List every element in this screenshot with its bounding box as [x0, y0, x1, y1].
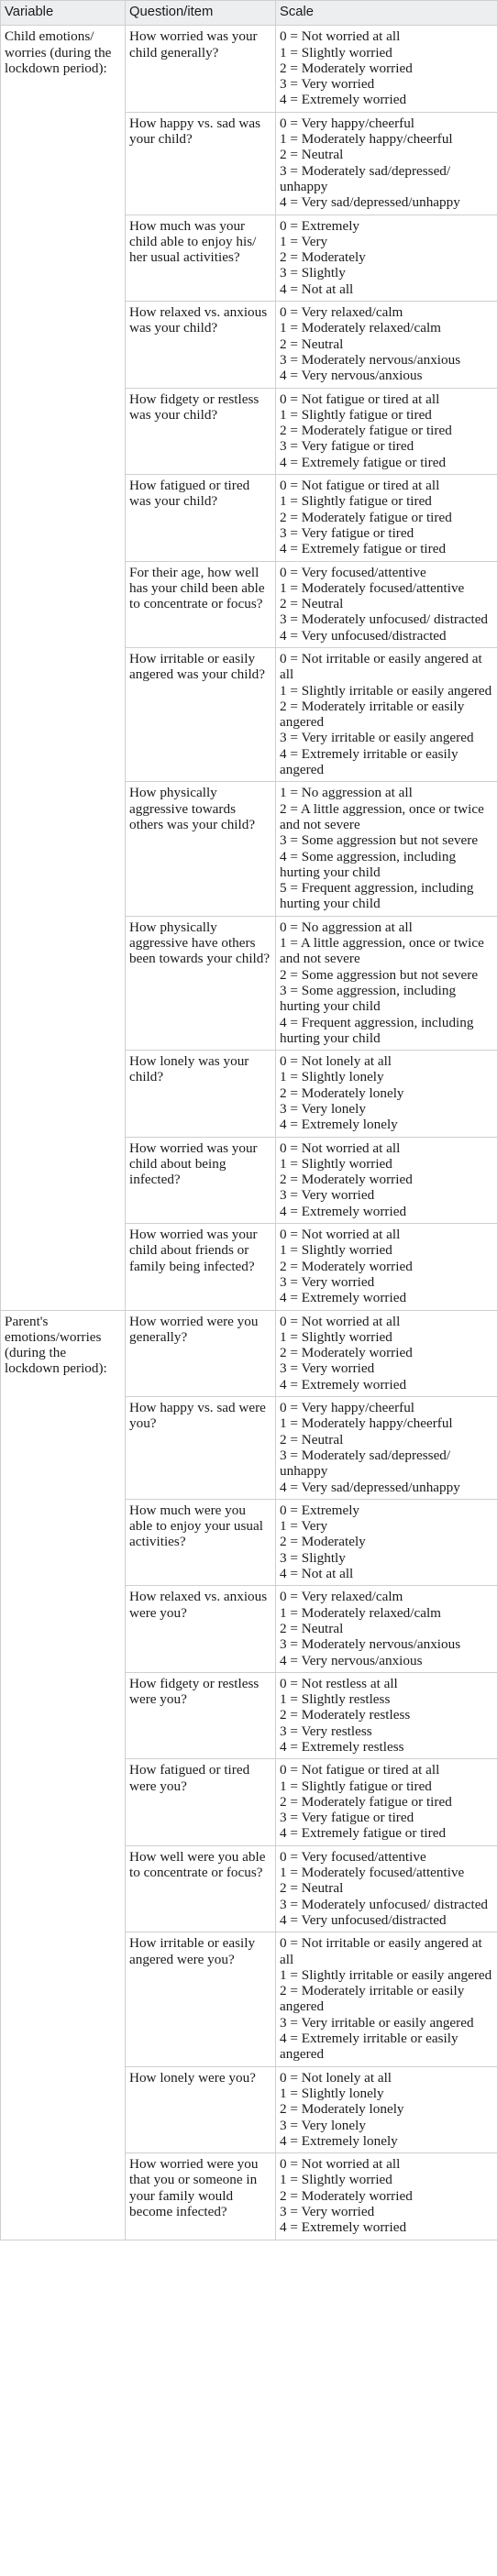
- question-cell: How much were you able to enjoy your usual activities?: [126, 1499, 276, 1585]
- scale-option: 3 = Some aggression, including hurting your child: [280, 982, 457, 1015]
- scale-option: 4 = Extremely restless: [280, 1738, 404, 1755]
- scale-option: 2 = Moderately: [280, 249, 366, 266]
- table-header: [1, 1, 497, 26]
- scale-option: 4 = Very nervous/anxious: [280, 368, 423, 384]
- scale-option: 2 = Neutral: [280, 1620, 344, 1636]
- scale-option: 3 = Moderately sad/depressed/ unhappy: [280, 1447, 451, 1480]
- scale-option: 0 = Not irritable or easily angered at all: [280, 650, 482, 683]
- scale-cell: [276, 1224, 497, 1310]
- scale-option: 5 = Frequent aggression, including hurting your child: [280, 880, 474, 912]
- scale-option: 1 = Moderately happy/cheerful: [280, 131, 453, 148]
- scale-cell: [276, 1310, 497, 1396]
- scale-option: 1 = Moderately relaxed/calm: [280, 320, 441, 336]
- question-cell: How worried were you that you or someone in your family would become infected?: [126, 2153, 276, 2240]
- scale-option: 0 = Very focused/attentive: [280, 564, 426, 580]
- scale-option: 0 = Not fatigue or tired at all: [280, 478, 440, 494]
- scale-cell: [276, 302, 497, 388]
- scale-option: 1 = Moderately focused/attentive: [280, 1865, 465, 1881]
- scale-option: 0 = Not lonely at all: [280, 1053, 392, 1070]
- scale-option: 4 = Very unfocused/distracted: [280, 1911, 447, 1928]
- question-cell: How lonely were you?: [126, 2066, 276, 2152]
- question-cell: How much was your child able to enjoy his/ her usual activities?: [126, 215, 276, 301]
- scale-cell: [276, 215, 497, 301]
- scale-option: 4 = Extremely worried: [280, 1290, 407, 1306]
- scale-option: 4 = Extremely irritable or easily angered: [280, 2031, 458, 2063]
- scale-option: 2 = Moderately irritable or easily angered: [280, 698, 465, 731]
- header-question-item: Question/item: [126, 1, 276, 26]
- scale-option: 0 = Not lonely at all: [280, 2069, 392, 2086]
- scale-option: 4 = Not at all: [280, 281, 354, 297]
- scale-option: 2 = Some aggression but not severe: [280, 966, 479, 983]
- scale-cell: [276, 2153, 497, 2240]
- header-scale: Scale: [276, 1, 497, 26]
- scale-option: 0 = Not worried at all: [280, 1313, 401, 1329]
- scale-option: 4 = Extremely worried: [280, 92, 407, 108]
- scale-option: 3 = Very irritable or easily angered: [280, 2014, 474, 2031]
- scale-option: 0 = Not restless at all: [280, 1675, 398, 1691]
- scale-option: 3 = Very irritable or easily angered: [280, 730, 474, 746]
- variable-cell: Child emotions/ worries (during the lockdown period):: [1, 26, 126, 1310]
- scale-option: 2 = Neutral: [280, 336, 344, 352]
- scale-option: 2 = Moderately lonely: [280, 1084, 404, 1101]
- scale-option: 3 = Slightly: [280, 1549, 346, 1566]
- scale-option: 1 = Very: [280, 1518, 328, 1535]
- question-cell: How irritable or easily angered was your child?: [126, 647, 276, 781]
- scale-option: 3 = Very lonely: [280, 1101, 366, 1117]
- header-variable: Variable: [1, 1, 126, 26]
- scale-option: 1 = Slightly restless: [280, 1691, 391, 1708]
- scale-option: 4 = Very nervous/anxious: [280, 1652, 423, 1668]
- scale-option: 3 = Moderately unfocused/ distracted: [280, 1896, 489, 1912]
- scale-option: 4 = Extremely worried: [280, 1203, 407, 1219]
- scale-cell: [276, 26, 497, 112]
- scale-cell: [276, 388, 497, 474]
- question-cell: How well were you able to concentrate or focus?: [126, 1845, 276, 1932]
- scale-option: 2 = Moderately fatigue or tired: [280, 1793, 452, 1810]
- scale-option: 0 = Very focused/attentive: [280, 1848, 426, 1865]
- scale-option: 3 = Very restless: [280, 1723, 372, 1739]
- scale-option: 0 = Very relaxed/calm: [280, 304, 403, 321]
- scale-option: 1 = Slightly fatigue or tired: [280, 406, 432, 423]
- scale-cell: [276, 782, 497, 916]
- scale-option: 2 = A little aggression, once or twice and not severe: [280, 800, 484, 832]
- question-cell: How happy vs. sad was your child?: [126, 112, 276, 215]
- scale-cell: [276, 561, 497, 647]
- scale-option: 2 = Moderately fatigue or tired: [280, 509, 452, 525]
- scale-option: 3 = Very worried: [280, 1273, 375, 1290]
- scale-option: 0 = Not worried at all: [280, 1227, 401, 1243]
- scale-option: 4 = Very sad/depressed/unhappy: [280, 1479, 460, 1495]
- scale-option: 4 = Extremely fatigue or tired: [280, 1825, 447, 1842]
- question-cell: How worried were you generally?: [126, 1310, 276, 1396]
- scale-option: 3 = Very worried: [280, 76, 375, 93]
- question-cell: How lonely was your child?: [126, 1051, 276, 1137]
- scale-option: 4 = Extremely lonely: [280, 1117, 398, 1133]
- scale-cell: [276, 1845, 497, 1932]
- scale-option: 3 = Moderately unfocused/ distracted: [280, 611, 489, 628]
- question-cell: How relaxed vs. anxious was your child?: [126, 302, 276, 388]
- scale-option: 2 = Moderately irritable or easily angered: [280, 1983, 465, 2015]
- scale-option: 3 = Very worried: [280, 1187, 375, 1204]
- scale-option: 1 = Slightly worried: [280, 1328, 392, 1345]
- scale-option: 3 = Some aggression but not severe: [280, 832, 479, 849]
- scale-option: 4 = Extremely irritable or easily angered: [280, 745, 458, 778]
- question-cell: How worried was your child about friends or family being infected?: [126, 1224, 276, 1310]
- scale-option: 2 = Moderately worried: [280, 1258, 413, 1274]
- scale-option: 0 = Not fatigue or tired at all: [280, 391, 440, 407]
- scale-option: 3 = Moderately sad/depressed/ unhappy: [280, 162, 451, 194]
- scale-option: 2 = Moderately worried: [280, 2187, 413, 2204]
- scale-option: 0 = Not worried at all: [280, 2156, 401, 2173]
- scale-cell: [276, 1397, 497, 1500]
- scale-cell: [276, 1932, 497, 2066]
- scale-option: 1 = Slightly irritable or easily angered: [280, 682, 492, 699]
- scale-option: 0 = Not irritable or easily angered at all: [280, 1935, 482, 1967]
- question-cell: How fidgety or restless were you?: [126, 1672, 276, 1758]
- scale-option: 0 = Not worried at all: [280, 28, 401, 45]
- scale-cell: [276, 1137, 497, 1223]
- variable-cell: Parent's emotions/worries (during the lockdown period):: [1, 1310, 126, 2240]
- scale-option: 1 = Slightly fatigue or tired: [280, 493, 432, 510]
- scale-option: 0 = Very happy/cheerful: [280, 1400, 415, 1416]
- scale-option: 4 = Not at all: [280, 1566, 354, 1582]
- scale-option: 1 = Slightly worried: [280, 44, 392, 61]
- scale-option: 1 = Slightly worried: [280, 1242, 392, 1259]
- scale-option: 1 = No aggression at all: [280, 785, 413, 801]
- scale-cell: [276, 2066, 497, 2152]
- scale-option: 0 = Very happy/cheerful: [280, 115, 415, 131]
- scale-option: 2 = Moderately worried: [280, 60, 413, 76]
- scale-option: 1 = Slightly fatigue or tired: [280, 1778, 432, 1794]
- scale-option: 2 = Moderately restless: [280, 1707, 411, 1723]
- question-cell: How worried was your child about being infected?: [126, 1137, 276, 1223]
- question-cell: How fatigued or tired were you?: [126, 1759, 276, 1845]
- scale-cell: [276, 1672, 497, 1758]
- header-row: [1, 1, 497, 26]
- scale-cell: [276, 1499, 497, 1585]
- scale-option: 3 = Moderately nervous/anxious: [280, 1636, 461, 1653]
- scale-option: 1 = Moderately focused/attentive: [280, 579, 465, 596]
- question-cell: How physically aggressive have others been towards your child?: [126, 916, 276, 1050]
- scale-option: 0 = Not worried at all: [280, 1139, 401, 1156]
- scale-option: 1 = Slightly lonely: [280, 1069, 384, 1085]
- question-cell: For their age, how well has your child been able to concentrate or focus?: [126, 561, 276, 647]
- scale-option: 3 = Slightly: [280, 265, 346, 281]
- scale-option: 4 = Extremely worried: [280, 1376, 407, 1393]
- scale-option: 2 = Neutral: [280, 596, 344, 612]
- scale-option: 4 = Some aggression, including hurting your child: [280, 848, 457, 880]
- scale-option: 0 = No aggression at all: [280, 919, 413, 935]
- question-cell: How happy vs. sad were you?: [126, 1397, 276, 1500]
- scale-cell: [276, 1759, 497, 1845]
- scale-option: 0 = Extremely: [280, 1502, 360, 1518]
- scale-option: 1 = Slightly worried: [280, 1155, 392, 1172]
- scale-option: 4 = Very unfocused/distracted: [280, 627, 447, 644]
- scale-option: 2 = Moderately lonely: [280, 2101, 404, 2118]
- scale-option: 3 = Very lonely: [280, 2117, 366, 2133]
- scale-option: 2 = Neutral: [280, 1431, 344, 1448]
- question-cell: How fidgety or restless was your child?: [126, 388, 276, 474]
- scale-option: 1 = Moderately relaxed/calm: [280, 1604, 441, 1621]
- scale-option: 2 = Moderately: [280, 1534, 366, 1550]
- scale-option: 2 = Moderately worried: [280, 1345, 413, 1361]
- table-row: [1, 1310, 497, 1396]
- question-cell: How relaxed vs. anxious were you?: [126, 1586, 276, 1672]
- scale-option: 4 = Frequent aggression, including hurting your child: [280, 1014, 474, 1046]
- table-body: [1, 26, 497, 2240]
- scale-cell: [276, 916, 497, 1050]
- scale-option: 4 = Very sad/depressed/unhappy: [280, 194, 460, 211]
- scale-cell: [276, 1051, 497, 1137]
- scale-option: 1 = Slightly worried: [280, 2172, 392, 2188]
- question-cell: How fatigued or tired was your child?: [126, 475, 276, 561]
- scale-option: 1 = Slightly irritable or easily angered: [280, 1966, 492, 1983]
- scale-option: 2 = Moderately worried: [280, 1172, 413, 1188]
- scale-option: 0 = Not fatigue or tired at all: [280, 1762, 440, 1778]
- scale-option: 1 = A little aggression, once or twice and not severe: [280, 935, 484, 967]
- scale-option: 3 = Very fatigue or tired: [280, 438, 414, 455]
- scale-cell: [276, 1586, 497, 1672]
- scale-option: 3 = Very worried: [280, 1360, 375, 1377]
- question-cell: How worried was your child generally?: [126, 26, 276, 112]
- scale-option: 0 = Very relaxed/calm: [280, 1589, 403, 1605]
- scale-option: 1 = Slightly lonely: [280, 2085, 384, 2101]
- scale-option: 4 = Extremely lonely: [280, 2132, 398, 2149]
- scale-option: 4 = Extremely fatigue or tired: [280, 541, 447, 557]
- scale-option: 1 = Moderately happy/cheerful: [280, 1415, 453, 1432]
- scale-option: 3 = Very fatigue or tired: [280, 1810, 414, 1826]
- table-row: [1, 26, 497, 112]
- scale-option: 1 = Very: [280, 233, 328, 249]
- scale-option: 2 = Neutral: [280, 147, 344, 163]
- scale-option: 2 = Neutral: [280, 1880, 344, 1897]
- question-cell: How physically aggressive towards others was your child?: [126, 782, 276, 916]
- scale-cell: [276, 112, 497, 215]
- scale-option: 3 = Moderately nervous/anxious: [280, 351, 461, 368]
- scale-option: 3 = Very fatigue or tired: [280, 524, 414, 541]
- scale-cell: [276, 475, 497, 561]
- scale-option: 0 = Extremely: [280, 217, 360, 234]
- scale-option: 4 = Extremely fatigue or tired: [280, 454, 447, 470]
- scale-option: 4 = Extremely worried: [280, 2219, 407, 2236]
- scale-option: 3 = Very worried: [280, 2204, 375, 2219]
- scale-cell: [276, 647, 497, 781]
- scale-option: 2 = Moderately fatigue or tired: [280, 423, 452, 439]
- question-cell: How irritable or easily angered were you?: [126, 1932, 276, 2066]
